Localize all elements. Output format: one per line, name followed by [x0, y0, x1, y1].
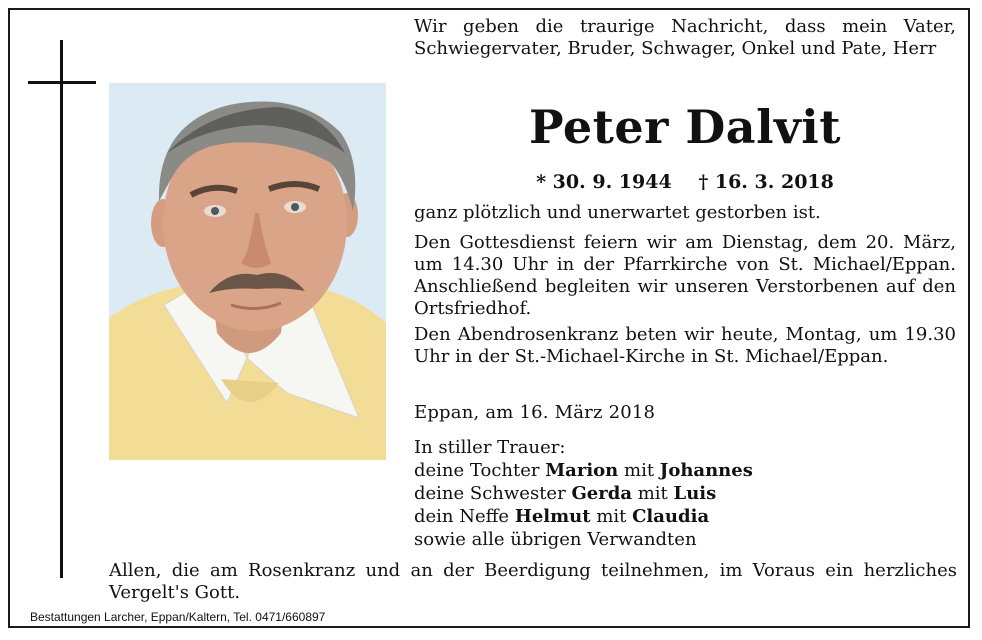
birth-date: * 30. 9. 1944 — [536, 171, 672, 193]
mourner-partner-name: Claudia — [632, 506, 710, 527]
mourner-connector: mit — [624, 460, 655, 481]
cross-icon-bar — [28, 81, 96, 84]
cross-icon — [60, 40, 63, 578]
mourner-row — [414, 482, 753, 505]
rosary-text: Den Abendrosenkranz beten wir heute, Montag, um 19.30 Uhr in der St.-Michael-Kirche in St. Michael/Eppan. — [414, 324, 956, 367]
death-date: † 16. 3. 2018 — [698, 171, 834, 193]
mourner-row — [414, 459, 753, 482]
portrait-illustration — [109, 83, 386, 460]
thanks-text: Allen, die am Rosenkranz und an der Beerdigung teilnehmen, im Voraus ein herzliches Vergelt's Gott. — [109, 560, 957, 603]
funeral-home-footer: Bestattungen Larcher, Eppan/Kaltern, Tel. 0471/660897 — [30, 610, 326, 624]
death-statement: ganz plötzlich und unerwartet gestorben ist. — [414, 202, 821, 223]
deceased-name: Peter Dalvit — [528, 100, 841, 154]
mourner-name: Marion — [545, 460, 619, 481]
mourner-name: Gerda — [571, 483, 632, 504]
mourner-partner-name: Luis — [673, 483, 717, 504]
mourners-heading: In stiller Trauer: — [414, 437, 566, 458]
intro-text: Wir geben die traurige Nachricht, dass mein Vater, Schwiegervater, Bruder, Schwager, Onkel und Pate, Herr — [414, 16, 956, 59]
life-dates — [414, 170, 956, 194]
mourner-relation: deine Tochter — [414, 460, 540, 481]
mourner-name: Helmut — [514, 506, 591, 527]
mourner-relation: deine Schwester — [414, 483, 566, 504]
mourners-closing: sowie alle übrigen Verwandten — [414, 529, 697, 550]
mourner-connector: mit — [596, 506, 627, 527]
portrait-photo — [109, 83, 386, 460]
mourner-connector: mit — [637, 483, 668, 504]
place-date: Eppan, am 16. März 2018 — [414, 402, 656, 423]
mourner-partner-name: Johannes — [659, 460, 753, 481]
mourner-row — [414, 505, 753, 528]
funeral-service-text: Den Gottesdienst feiern wir am Dienstag, dem 20. März, um 14.30 Uhr in der Pfarrkirche von St. Michael/Eppan. Anschließend begleiten wir unseren Verstorbenen auf den Ortsfriedhof. — [414, 232, 956, 319]
mourner-relation: dein Neffe — [414, 506, 510, 527]
mourners-list — [414, 436, 753, 551]
